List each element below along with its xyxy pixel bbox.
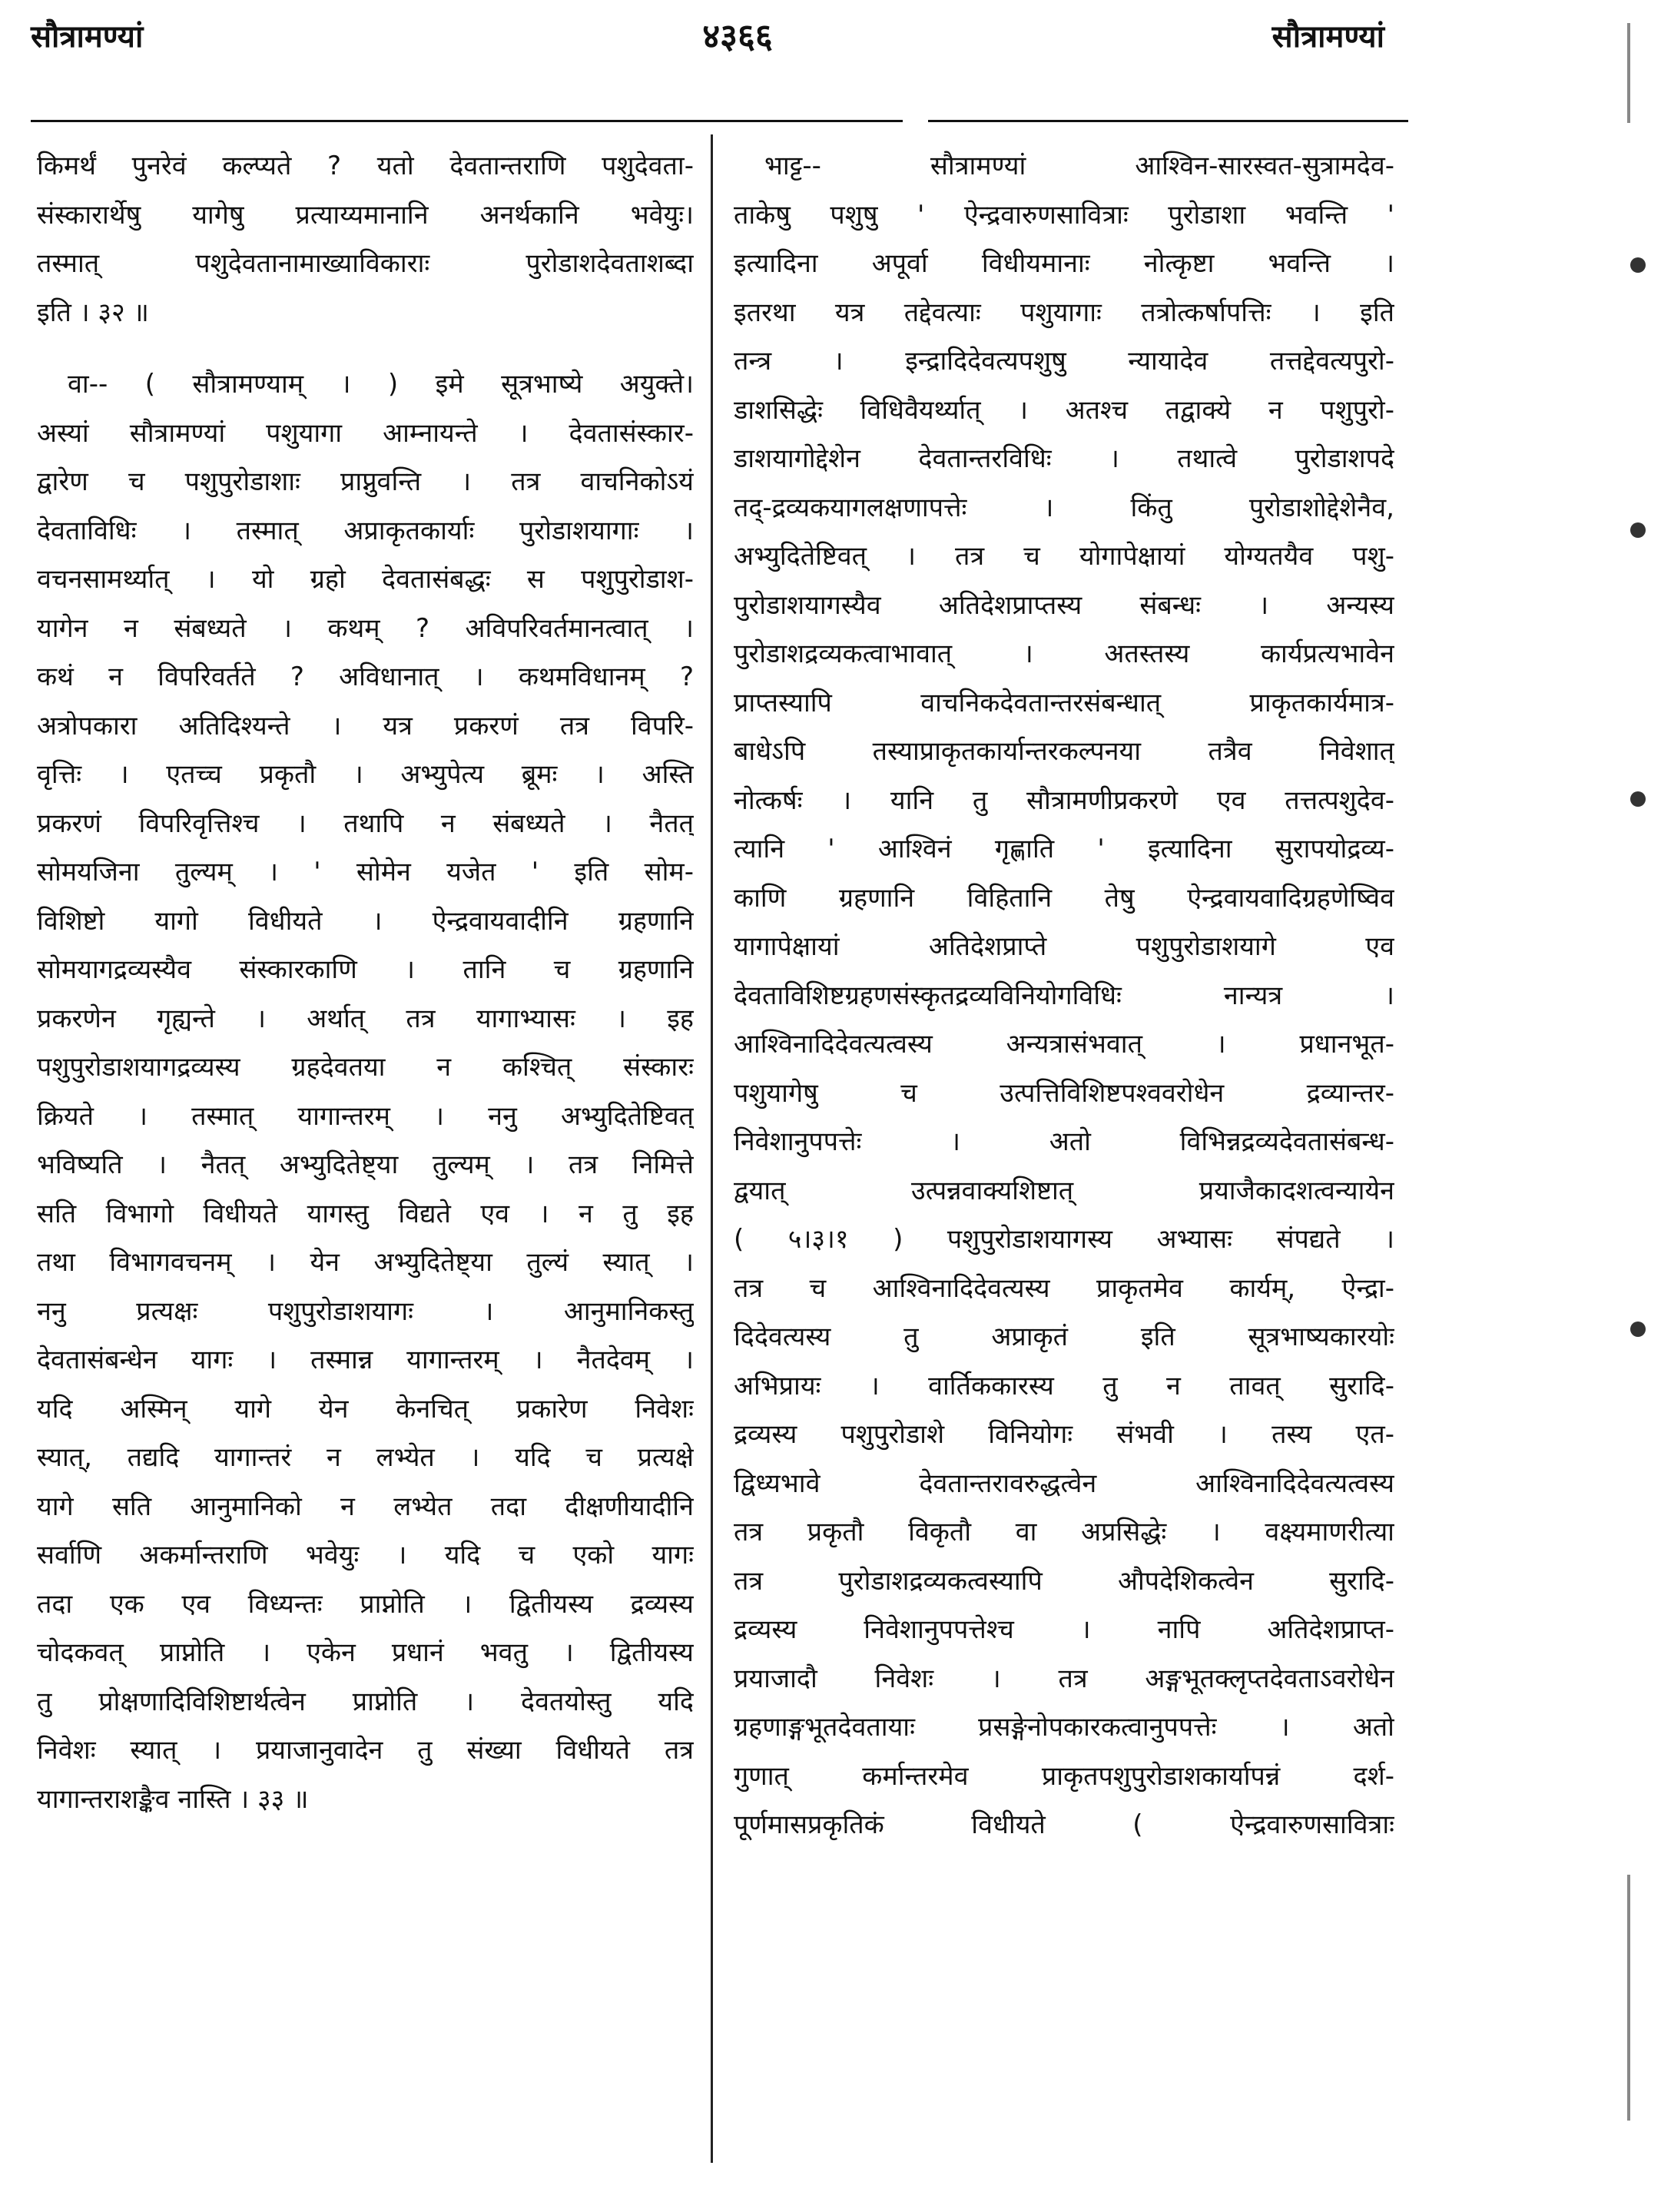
text-line: विशिष्टो यागो विधीयते । ऐन्द्रवायवादीनि ग्रहणानि [37, 905, 694, 937]
text-line: यागेन न संबध्यते । कथम् ? अविपरिवर्तमानत्वात् । [37, 612, 694, 644]
text-line: ग्रहणाङ्गभूतदेवतायाः प्रसङ्गेनोपकारकत्वानुपपत्तेः । अतो [734, 1712, 1394, 1743]
text-line: त्यानि ' आश्विनं गृह्णाति ' इत्यादिना सुरापयोद्रव्य- [734, 834, 1394, 864]
text-line: पशुयागेषु च उत्पत्तिविशिष्टपश्ववरोधेन द्रव्यान्तर- [734, 1077, 1394, 1109]
text-line: अभ्युदितेष्टिवत् । तत्र च योगापेक्षायां योग्यतयैव पशु- [734, 541, 1394, 572]
running-header-left: सौत्रामण्यां [31, 19, 144, 55]
margin-scan-mark [1630, 791, 1646, 807]
text-line: द्रव्यस्य पशुपुरोडाशे विनियोगः संभवी । तस्य एत- [734, 1419, 1394, 1450]
text-line: द्विध्यभावे देवतान्तरावरुद्धत्वेन आश्विनादिदेवत्यत्वस्य [734, 1467, 1394, 1499]
text-line: किमर्थं पुनरेवं कल्प्यते ? यतो देवतान्तराणि पशुदेवता- [37, 151, 694, 181]
margin-scan-mark [1630, 257, 1646, 273]
text-line: वृत्तिः । एतच्च प्रकृतौ । अभ्युपेत्य ब्रूमः । अस्ति [37, 759, 694, 790]
margin-scan-mark [1627, 23, 1630, 123]
text-line: सर्वाणि अकर्मान्तराणि भवेयुः । यदि च एको यागः [37, 1540, 694, 1570]
text-line: अभिप्रायः । वार्तिककारस्य तु न तावत् सुरादि- [734, 1370, 1394, 1401]
text-line: इतरथा यत्र तद्देवत्याः पशुयागाः तत्रोत्कर्षापत्तिः । इति [734, 297, 1394, 328]
header-rule-right [928, 120, 1408, 122]
text-line: प्रकरणेन गृह्यन्ते । अर्थात् तत्र यागाभ्यासः । इह [37, 1003, 694, 1034]
text-line: यागान्तराशङ्कैव नास्ति । ३३ ॥ [37, 1783, 309, 1815]
text-line: क्रियते । तस्मात् यागान्तरम् । ननु अभ्युदितेष्टिवत् [37, 1100, 694, 1132]
text-line: डाशयागोद्देशेन देवतान्तरविधिः । तथात्वे पुरोडाशपदे [734, 443, 1394, 474]
text-line: गुणात् कर्मान्तरमेव प्राकृतपशुपुरोडाशकार्यापन्नं दर्श- [734, 1760, 1394, 1792]
text-line: यागापेक्षायां अतिदेशप्राप्ते पशुपुरोडाशयागे एव [734, 931, 1394, 962]
text-line: भविष्यति । नैतत् अभ्युदितेष्ट्या तुल्यम् । तत्र निमित्ते [37, 1149, 694, 1180]
text-line: देवताविधिः । तस्मात् अप्राकृतकार्याः पुरोडाशयागाः । [37, 515, 694, 546]
text-line: प्रयाजादौ निवेशः । तत्र अङ्गभूतक्लृप्तदेवताऽवरोधेन [734, 1663, 1394, 1694]
text-line: निवेशानुपपत्तेः । अतो विभिन्नद्रव्यदेवतासंबन्ध- [734, 1126, 1394, 1157]
text-line: तथा विभागवचनम् । येन अभ्युदितेष्ट्या तुल्यं स्यात् । [37, 1247, 694, 1278]
text-line: ( ५।३।१ ) पशुपुरोडाशयागस्य अभ्यासः संपद्यते । [734, 1224, 1394, 1255]
text-line: तत्र पुरोडाशद्रव्यकत्वस्यापि औपदेशिकत्वेन सुरादि- [734, 1565, 1394, 1597]
page-number: ४३६६ [702, 17, 773, 56]
header-rule-left [31, 120, 903, 122]
text-line: देवतासंबन्धेन यागः । तस्मान्न यागान्तरम् । नैतदेवम् । [37, 1345, 694, 1375]
text-line: इत्यादिना अपूर्वा विधीयमानाः नोत्कृष्टा भवन्ति । [734, 248, 1394, 279]
text-line: बाधेऽपि तस्याप्राकृतकार्यान्तरकल्पनया तत्रैव निवेशात् [734, 736, 1394, 767]
text-line: तन्त्र । इन्द्रादिदेवत्यपशुषु न्यायादेव तत्तद्देवत्यपुरो- [734, 346, 1394, 376]
text-line: कथं न विपरिवर्तते ? अविधानात् । कथमविधानम् ? [37, 662, 694, 692]
margin-scan-mark [1630, 1322, 1646, 1337]
text-line: वचनसामर्थ्यात् । यो ग्रहो देवतासंबद्धः स पशुपुरोडाश- [37, 564, 694, 595]
text-line: ताकेषु पशुषु ' ऐन्द्रवारुणसावित्राः पुरोडाशा भवन्ति ' [734, 199, 1394, 230]
text-line: पुरोडाशयागस्यैव अतिदेशप्राप्तस्य संबन्धः । अन्यस्य [734, 589, 1394, 621]
text-line: तस्मात् पशुदेवतानामाख्याविकाराः पुरोडाशदेवताशब्दा [37, 248, 694, 279]
text-line: प्राप्तस्यापि वाचनिकदेवतान्तरसंबन्धात् प्राकृतकार्यमात्र- [734, 687, 1394, 718]
text-line: चोदकवत् प्राप्नोति । एकेन प्रधानं भवतु । द्वितीयस्य [37, 1637, 694, 1668]
text-line: पशुपुरोडाशयागद्रव्यस्य ग्रहदेवतया न कश्चित् संस्कारः [37, 1052, 694, 1083]
paragraph-32 [37, 142, 694, 337]
text-line: काणि ग्रहणानि विहितानि तेषु ऐन्द्रवायवादिग्रहणेष्विव [734, 882, 1394, 914]
margin-scan-mark [1627, 1875, 1630, 2121]
column-separator [711, 134, 713, 2163]
text-line: द्वयात् उत्पन्नवाक्यशिष्टात् प्रयाजैकादशत्वन्यायेन [734, 1175, 1394, 1206]
text-line: यदि अस्मिन् यागे येन केनचित् प्रकारेण निवेशः [37, 1393, 694, 1424]
text-line: तदा एक एव विध्यन्तः प्राप्नोति । द्वितीयस्य द्रव्यस्य [37, 1588, 694, 1620]
text-line: आश्विनादिदेवत्यत्वस्य अन्यत्रासंभवात् । प्रधानभूत- [734, 1029, 1394, 1060]
text-line: ननु प्रत्यक्षः पशुपुरोडाशयागः । आनुमानिकस्तु [37, 1295, 694, 1327]
text-line: तत्र प्रकृतौ विकृतौ वा अप्रसिद्धेः । वक्ष्यमाणरीत्या [734, 1517, 1394, 1547]
left-column [37, 142, 694, 1824]
paragraph-gap [37, 337, 694, 360]
text-line: वा-- ( सौत्रामण्याम् । ) इमे सूत्रभाष्ये अयुक्ते। [68, 369, 694, 400]
paragraph-33 [37, 360, 694, 1824]
text-line: निवेशः स्यात् । प्रयाजानुवादेन तु संख्या विधीयते तत्र [37, 1735, 694, 1766]
text-line: पूर्णमासप्रकृतिकं विधीयते ( ऐन्द्रवारुणसावित्राः [734, 1809, 1394, 1840]
text-line: स्यात्, तद्यदि यागान्तरं न लभ्येत । यदि च प्रत्यक्षे [37, 1442, 694, 1473]
text-line: यागे सति आनुमानिको न लभ्येत तदा दीक्षणीयादीनि [37, 1491, 694, 1522]
text-line: भाट्ट-- सौत्रामण्यां आश्विन-सारस्वत-सुत्रामदेव- [764, 151, 1394, 181]
text-line: अस्यां सौत्रामण्यां पशुयागा आम्नायन्ते । देवतासंस्कार- [37, 417, 694, 449]
text-line: इति । ३२ ॥ [37, 297, 149, 328]
text-line: तु प्रोक्षणादिविशिष्टार्थत्वेन प्राप्नोति । देवतयोस्तु यदि [37, 1686, 694, 1717]
text-line: नोत्कर्षः । यानि तु सौत्रामणीप्रकरणे एव तत्तत्पशुदेव- [734, 784, 1394, 816]
text-line: द्रव्यस्य निवेशानुपपत्तेश्च । नापि अतिदेशप्राप्त- [734, 1614, 1394, 1645]
text-line: सोमयागद्रव्यस्यैव संस्कारकाणि । तानि च ग्रहणानि [37, 954, 694, 985]
text-line: तत्र च आश्विनादिदेवत्यस्य प्राकृतमेव कार्यम्, ऐन्द्रा- [734, 1272, 1394, 1304]
text-line: द्वारेण च पशुपुरोडाशाः प्राप्नुवन्ति । तत्र वाचनिकोऽयं [37, 466, 694, 497]
text-line: सति विभागो विधीयते यागस्तु विद्यते एव । न तु इह [37, 1198, 694, 1229]
margin-scan-mark [1630, 522, 1646, 538]
right-column [734, 142, 1394, 1850]
text-line: देवताविशिष्टग्रहणसंस्कृतद्रव्यविनियोगविधिः नान्यत्र । [734, 980, 1394, 1011]
text-line: सोमयजिना तुल्यम् । ' सोमेन यजेत ' इति सोम- [37, 857, 694, 887]
text-line: अत्रोपकारा अतिदिश्यन्ते । यत्र प्रकरणं तत्र विपरि- [37, 710, 694, 741]
running-header-right: सौत्रामण्यां [1271, 19, 1384, 55]
text-line: डाशसिद्धेः विधिवैयर्थ्यात् । अतश्च तद्वाक्ये न पशुपुरो- [734, 394, 1394, 426]
text-line: तद्-द्रव्यकयागलक्षणापत्तेः । किंतु पुरोडाशोद्देशेनैव, [734, 492, 1394, 523]
text-line: पुरोडाशद्रव्यकत्वाभावात् । अतस्तस्य कार्यप्रत्यभावेन [734, 638, 1394, 669]
text-line: प्रकरणं विपरिवृत्तिश्च । तथापि न संबध्यते । नैतत् [37, 808, 694, 839]
text-line: दिदेवत्यस्य तु अप्राकृतं इति सूत्रभाष्यकारयोः [734, 1322, 1394, 1352]
text-line: संस्कारार्थेषु यागेषु प्रत्याय्यमानानि अनर्थकानि भवेयुः। [37, 199, 694, 230]
